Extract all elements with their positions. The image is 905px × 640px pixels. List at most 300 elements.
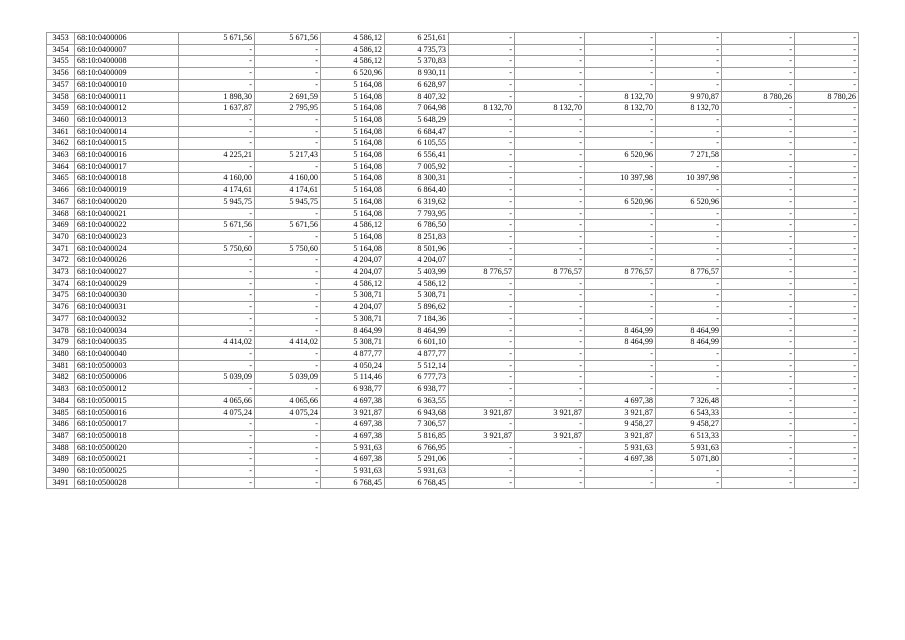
row-number-cell: 3460 (47, 114, 75, 126)
value-cell: - (179, 442, 255, 454)
value-cell: - (795, 103, 859, 115)
value-cell: - (722, 231, 795, 243)
row-number-cell: 3484 (47, 395, 75, 407)
value-cell: - (179, 56, 255, 68)
value-cell: 1 898,30 (179, 91, 255, 103)
row-number-cell: 3478 (47, 325, 75, 337)
cadastral-code-cell: 68:10:0400029 (75, 278, 179, 290)
value-cell: - (722, 313, 795, 325)
value-cell: 4 697,38 (321, 454, 385, 466)
value-cell: - (795, 208, 859, 220)
value-cell: - (449, 231, 515, 243)
value-cell: - (795, 290, 859, 302)
value-cell: - (722, 407, 795, 419)
value-cell: 10 397,98 (585, 173, 656, 185)
value-cell: - (722, 477, 795, 489)
value-cell: - (585, 477, 656, 489)
value-cell: - (585, 243, 656, 255)
value-cell: 5 164,08 (321, 208, 385, 220)
cadastral-code-cell: 68:10:0400032 (75, 313, 179, 325)
table-row (47, 302, 859, 314)
value-cell: 4 050,24 (321, 360, 385, 372)
value-cell: - (722, 56, 795, 68)
value-cell: - (449, 395, 515, 407)
value-cell: - (179, 138, 255, 150)
value-cell: 8 780,26 (722, 91, 795, 103)
value-cell: - (255, 430, 321, 442)
value-cell: - (449, 325, 515, 337)
value-cell: 4 065,66 (179, 395, 255, 407)
value-cell: - (795, 161, 859, 173)
row-number-cell: 3480 (47, 348, 75, 360)
value-cell: - (179, 278, 255, 290)
cadastral-code-cell: 68:10:0400022 (75, 220, 179, 232)
value-cell: - (795, 243, 859, 255)
table-row (47, 290, 859, 302)
value-cell: - (179, 255, 255, 267)
value-cell: - (515, 161, 585, 173)
value-cell: 5 931,63 (656, 442, 722, 454)
cadastral-code-cell: 68:10:0500021 (75, 454, 179, 466)
cadastral-code-cell: 68:10:0400035 (75, 337, 179, 349)
value-cell: 5 931,63 (321, 442, 385, 454)
value-cell: - (449, 33, 515, 45)
value-cell: - (656, 33, 722, 45)
data-table (46, 32, 859, 489)
value-cell: - (722, 126, 795, 138)
value-cell: - (585, 278, 656, 290)
value-cell: 5 164,08 (321, 150, 385, 162)
value-cell: - (795, 278, 859, 290)
value-cell: - (722, 466, 795, 478)
value-cell: - (449, 68, 515, 80)
cadastral-code-cell: 68:10:0500018 (75, 430, 179, 442)
table-row (47, 360, 859, 372)
table-row (47, 126, 859, 138)
value-cell: 6 251,61 (385, 33, 449, 45)
value-cell: - (656, 278, 722, 290)
value-cell: - (179, 313, 255, 325)
value-cell: - (515, 360, 585, 372)
cadastral-code-cell: 68:10:0400012 (75, 103, 179, 115)
value-cell: 5 750,60 (179, 243, 255, 255)
value-cell: 4 697,38 (585, 454, 656, 466)
value-cell: - (255, 360, 321, 372)
value-cell: 3 921,87 (321, 407, 385, 419)
table-row (47, 372, 859, 384)
row-number-cell: 3458 (47, 91, 75, 103)
value-cell: 4 075,24 (179, 407, 255, 419)
value-cell: 4 877,77 (321, 348, 385, 360)
value-cell: - (179, 325, 255, 337)
table-row (47, 138, 859, 150)
value-cell: 6 363,55 (385, 395, 449, 407)
cadastral-code-cell: 68:10:0400034 (75, 325, 179, 337)
value-cell: - (656, 208, 722, 220)
value-cell: - (515, 185, 585, 197)
value-cell: - (255, 384, 321, 396)
value-cell: 4 204,07 (321, 302, 385, 314)
value-cell: - (585, 56, 656, 68)
value-cell: 6 768,45 (321, 477, 385, 489)
value-cell: 6 766,95 (385, 442, 449, 454)
table-row (47, 348, 859, 360)
value-cell: - (585, 384, 656, 396)
value-cell: - (179, 430, 255, 442)
value-cell: 6 864,40 (385, 185, 449, 197)
value-cell: - (449, 372, 515, 384)
value-cell: - (795, 454, 859, 466)
value-cell: - (795, 44, 859, 56)
value-cell: 6 943,68 (385, 407, 449, 419)
value-cell: - (585, 255, 656, 267)
value-cell: - (515, 68, 585, 80)
value-cell: - (179, 466, 255, 478)
value-cell: - (585, 231, 656, 243)
value-cell: - (515, 196, 585, 208)
value-cell: 4 586,12 (321, 56, 385, 68)
value-cell: - (585, 466, 656, 478)
cadastral-code-cell: 68:10:0400019 (75, 185, 179, 197)
table-row (47, 103, 859, 115)
value-cell: - (449, 79, 515, 91)
table-row (47, 337, 859, 349)
value-cell: 6 520,96 (321, 68, 385, 80)
row-number-cell: 3467 (47, 196, 75, 208)
cadastral-code-cell: 68:10:0400016 (75, 150, 179, 162)
value-cell: - (722, 337, 795, 349)
value-cell: - (515, 231, 585, 243)
value-cell: - (795, 384, 859, 396)
value-cell: - (179, 419, 255, 431)
value-cell: 4 697,38 (321, 395, 385, 407)
value-cell: - (656, 372, 722, 384)
cadastral-code-cell: 68:10:0400018 (75, 173, 179, 185)
value-cell: - (449, 278, 515, 290)
cadastral-code-cell: 68:10:0400040 (75, 348, 179, 360)
value-cell: 6 601,10 (385, 337, 449, 349)
value-cell: 8 464,99 (656, 337, 722, 349)
value-cell: - (515, 454, 585, 466)
row-number-cell: 3461 (47, 126, 75, 138)
row-number-cell: 3459 (47, 103, 75, 115)
value-cell: 4 174,61 (179, 185, 255, 197)
value-cell: - (722, 384, 795, 396)
row-number-cell: 3471 (47, 243, 75, 255)
value-cell: 5 403,99 (385, 267, 449, 279)
value-cell: - (795, 442, 859, 454)
value-cell: - (515, 79, 585, 91)
row-number-cell: 3464 (47, 161, 75, 173)
value-cell: 2 691,59 (255, 91, 321, 103)
value-cell: - (656, 466, 722, 478)
value-cell: 5 931,63 (321, 466, 385, 478)
value-cell: - (179, 161, 255, 173)
value-cell: 5 164,08 (321, 173, 385, 185)
value-cell: - (179, 454, 255, 466)
value-cell: - (795, 173, 859, 185)
cadastral-code-cell: 68:10:0400021 (75, 208, 179, 220)
value-cell: - (515, 138, 585, 150)
value-cell: 5 931,63 (585, 442, 656, 454)
value-cell: - (722, 267, 795, 279)
value-cell: - (585, 208, 656, 220)
value-cell: 7 184,36 (385, 313, 449, 325)
value-cell: 6 768,45 (385, 477, 449, 489)
value-cell: 5 896,62 (385, 302, 449, 314)
value-cell: - (515, 126, 585, 138)
value-cell: 5 164,08 (321, 114, 385, 126)
value-cell: 8 464,99 (585, 325, 656, 337)
value-cell: 4 586,12 (321, 278, 385, 290)
row-number-cell: 3487 (47, 430, 75, 442)
value-cell: 5 071,80 (656, 454, 722, 466)
value-cell: - (722, 138, 795, 150)
value-cell: - (795, 126, 859, 138)
value-cell: 6 628,97 (385, 79, 449, 91)
value-cell: 8 776,57 (449, 267, 515, 279)
value-cell: 6 319,62 (385, 196, 449, 208)
value-cell: - (795, 302, 859, 314)
value-cell: - (656, 302, 722, 314)
table-row (47, 208, 859, 220)
value-cell: - (656, 68, 722, 80)
value-cell: - (515, 208, 585, 220)
table-row (47, 454, 859, 466)
value-cell: - (515, 442, 585, 454)
value-cell: - (795, 267, 859, 279)
value-cell: - (795, 114, 859, 126)
value-cell: 4 225,21 (179, 150, 255, 162)
value-cell: 8 464,99 (385, 325, 449, 337)
cadastral-code-cell: 68:10:0500016 (75, 407, 179, 419)
value-cell: 4 697,38 (321, 430, 385, 442)
value-cell: 6 513,33 (656, 430, 722, 442)
value-cell: - (515, 243, 585, 255)
value-cell: - (722, 114, 795, 126)
value-cell: 6 105,55 (385, 138, 449, 150)
value-cell: 4 735,73 (385, 44, 449, 56)
table-row (47, 79, 859, 91)
value-cell: - (656, 313, 722, 325)
value-cell: - (656, 384, 722, 396)
value-cell: 7 326,48 (656, 395, 722, 407)
value-cell: 4 414,02 (255, 337, 321, 349)
value-cell: - (179, 360, 255, 372)
value-cell: - (255, 278, 321, 290)
value-cell: - (515, 56, 585, 68)
table-row (47, 173, 859, 185)
cadastral-code-cell: 68:10:0400014 (75, 126, 179, 138)
value-cell: 10 397,98 (656, 173, 722, 185)
value-cell: 5 114,46 (321, 372, 385, 384)
value-cell: 3 921,87 (449, 407, 515, 419)
value-cell: 5 671,56 (179, 220, 255, 232)
value-cell: 5 671,56 (255, 220, 321, 232)
value-cell: 4 586,12 (321, 44, 385, 56)
value-cell: - (515, 150, 585, 162)
value-cell: - (515, 220, 585, 232)
cadastral-code-cell: 68:10:0400013 (75, 114, 179, 126)
table-row (47, 430, 859, 442)
value-cell: - (515, 384, 585, 396)
value-cell: - (722, 290, 795, 302)
value-cell: - (255, 161, 321, 173)
value-cell: - (722, 150, 795, 162)
table-row (47, 150, 859, 162)
value-cell: 5 164,08 (321, 103, 385, 115)
row-number-cell: 3490 (47, 466, 75, 478)
value-cell: - (449, 419, 515, 431)
value-cell: 8 776,57 (585, 267, 656, 279)
value-cell: 8 464,99 (585, 337, 656, 349)
value-cell: - (585, 313, 656, 325)
table-body (47, 33, 859, 489)
cadastral-code-cell: 68:10:0500028 (75, 477, 179, 489)
value-cell: - (585, 126, 656, 138)
value-cell: 3 921,87 (515, 407, 585, 419)
row-number-cell: 3457 (47, 79, 75, 91)
value-cell: - (795, 79, 859, 91)
cadastral-code-cell: 68:10:0500003 (75, 360, 179, 372)
value-cell: - (255, 114, 321, 126)
value-cell: - (656, 185, 722, 197)
value-cell: - (449, 114, 515, 126)
value-cell: - (722, 419, 795, 431)
table-row (47, 68, 859, 80)
row-number-cell: 3491 (47, 477, 75, 489)
value-cell: - (255, 68, 321, 80)
value-cell: 8 132,70 (449, 103, 515, 115)
cadastral-code-cell: 68:10:0400011 (75, 91, 179, 103)
row-number-cell: 3465 (47, 173, 75, 185)
value-cell: 6 520,96 (585, 150, 656, 162)
value-cell: 5 671,56 (255, 33, 321, 45)
value-cell: - (795, 150, 859, 162)
value-cell: 8 132,70 (585, 103, 656, 115)
table-row (47, 313, 859, 325)
table-row (47, 185, 859, 197)
value-cell: - (795, 430, 859, 442)
value-cell: - (179, 477, 255, 489)
value-cell: - (795, 325, 859, 337)
value-cell: - (585, 360, 656, 372)
value-cell: 6 938,77 (321, 384, 385, 396)
value-cell: 4 174,61 (255, 185, 321, 197)
value-cell: 8 780,26 (795, 91, 859, 103)
row-number-cell: 3473 (47, 267, 75, 279)
value-cell: 6 520,96 (656, 196, 722, 208)
table-row (47, 466, 859, 478)
value-cell: - (255, 126, 321, 138)
value-cell: 3 921,87 (449, 430, 515, 442)
value-cell: 8 251,83 (385, 231, 449, 243)
cadastral-code-cell: 68:10:0500015 (75, 395, 179, 407)
value-cell: - (656, 56, 722, 68)
value-cell: 5 308,71 (321, 337, 385, 349)
value-cell: - (449, 302, 515, 314)
cadastral-code-cell: 68:10:0400026 (75, 255, 179, 267)
row-number-cell: 3468 (47, 208, 75, 220)
value-cell: - (179, 68, 255, 80)
value-cell: - (449, 337, 515, 349)
value-cell: - (255, 231, 321, 243)
row-number-cell: 3470 (47, 231, 75, 243)
value-cell: 6 684,47 (385, 126, 449, 138)
value-cell: - (795, 395, 859, 407)
value-cell: - (722, 430, 795, 442)
table-row (47, 56, 859, 68)
row-number-cell: 3479 (47, 337, 75, 349)
value-cell: - (449, 313, 515, 325)
table-row (47, 278, 859, 290)
value-cell: 6 556,41 (385, 150, 449, 162)
cadastral-code-cell: 68:10:0400010 (75, 79, 179, 91)
row-number-cell: 3475 (47, 290, 75, 302)
row-number-cell: 3489 (47, 454, 75, 466)
table-row (47, 243, 859, 255)
value-cell: 4 204,07 (321, 255, 385, 267)
value-cell: - (179, 44, 255, 56)
value-cell: 5 164,08 (321, 243, 385, 255)
value-cell: 7 005,92 (385, 161, 449, 173)
value-cell: - (585, 114, 656, 126)
value-cell: - (515, 466, 585, 478)
value-cell: - (722, 208, 795, 220)
cadastral-code-cell: 68:10:0400006 (75, 33, 179, 45)
value-cell: - (656, 348, 722, 360)
value-cell: 8 300,31 (385, 173, 449, 185)
value-cell: - (255, 138, 321, 150)
table-row (47, 407, 859, 419)
value-cell: 5 945,75 (255, 196, 321, 208)
value-cell: - (255, 454, 321, 466)
value-cell: - (795, 419, 859, 431)
value-cell: 7 306,57 (385, 419, 449, 431)
value-cell: - (656, 360, 722, 372)
value-cell: 6 543,33 (656, 407, 722, 419)
table-row (47, 395, 859, 407)
row-number-cell: 3456 (47, 68, 75, 80)
value-cell: - (722, 442, 795, 454)
value-cell: 6 777,73 (385, 372, 449, 384)
value-cell: 8 930,11 (385, 68, 449, 80)
cadastral-code-cell: 68:10:0400009 (75, 68, 179, 80)
value-cell: - (585, 372, 656, 384)
table-row (47, 161, 859, 173)
value-cell: - (449, 290, 515, 302)
value-cell: - (255, 79, 321, 91)
value-cell: 5 512,14 (385, 360, 449, 372)
value-cell: - (515, 337, 585, 349)
value-cell: 5 750,60 (255, 243, 321, 255)
value-cell: - (722, 372, 795, 384)
value-cell: 4 160,00 (255, 173, 321, 185)
value-cell: 2 795,95 (255, 103, 321, 115)
value-cell: 5 370,83 (385, 56, 449, 68)
value-cell: - (179, 267, 255, 279)
value-cell: - (515, 348, 585, 360)
value-cell: - (585, 33, 656, 45)
value-cell: - (722, 196, 795, 208)
row-number-cell: 3454 (47, 44, 75, 56)
value-cell: - (449, 185, 515, 197)
value-cell: - (255, 466, 321, 478)
value-cell: - (449, 138, 515, 150)
value-cell: 4 586,12 (321, 33, 385, 45)
value-cell: - (722, 79, 795, 91)
value-cell: - (449, 220, 515, 232)
